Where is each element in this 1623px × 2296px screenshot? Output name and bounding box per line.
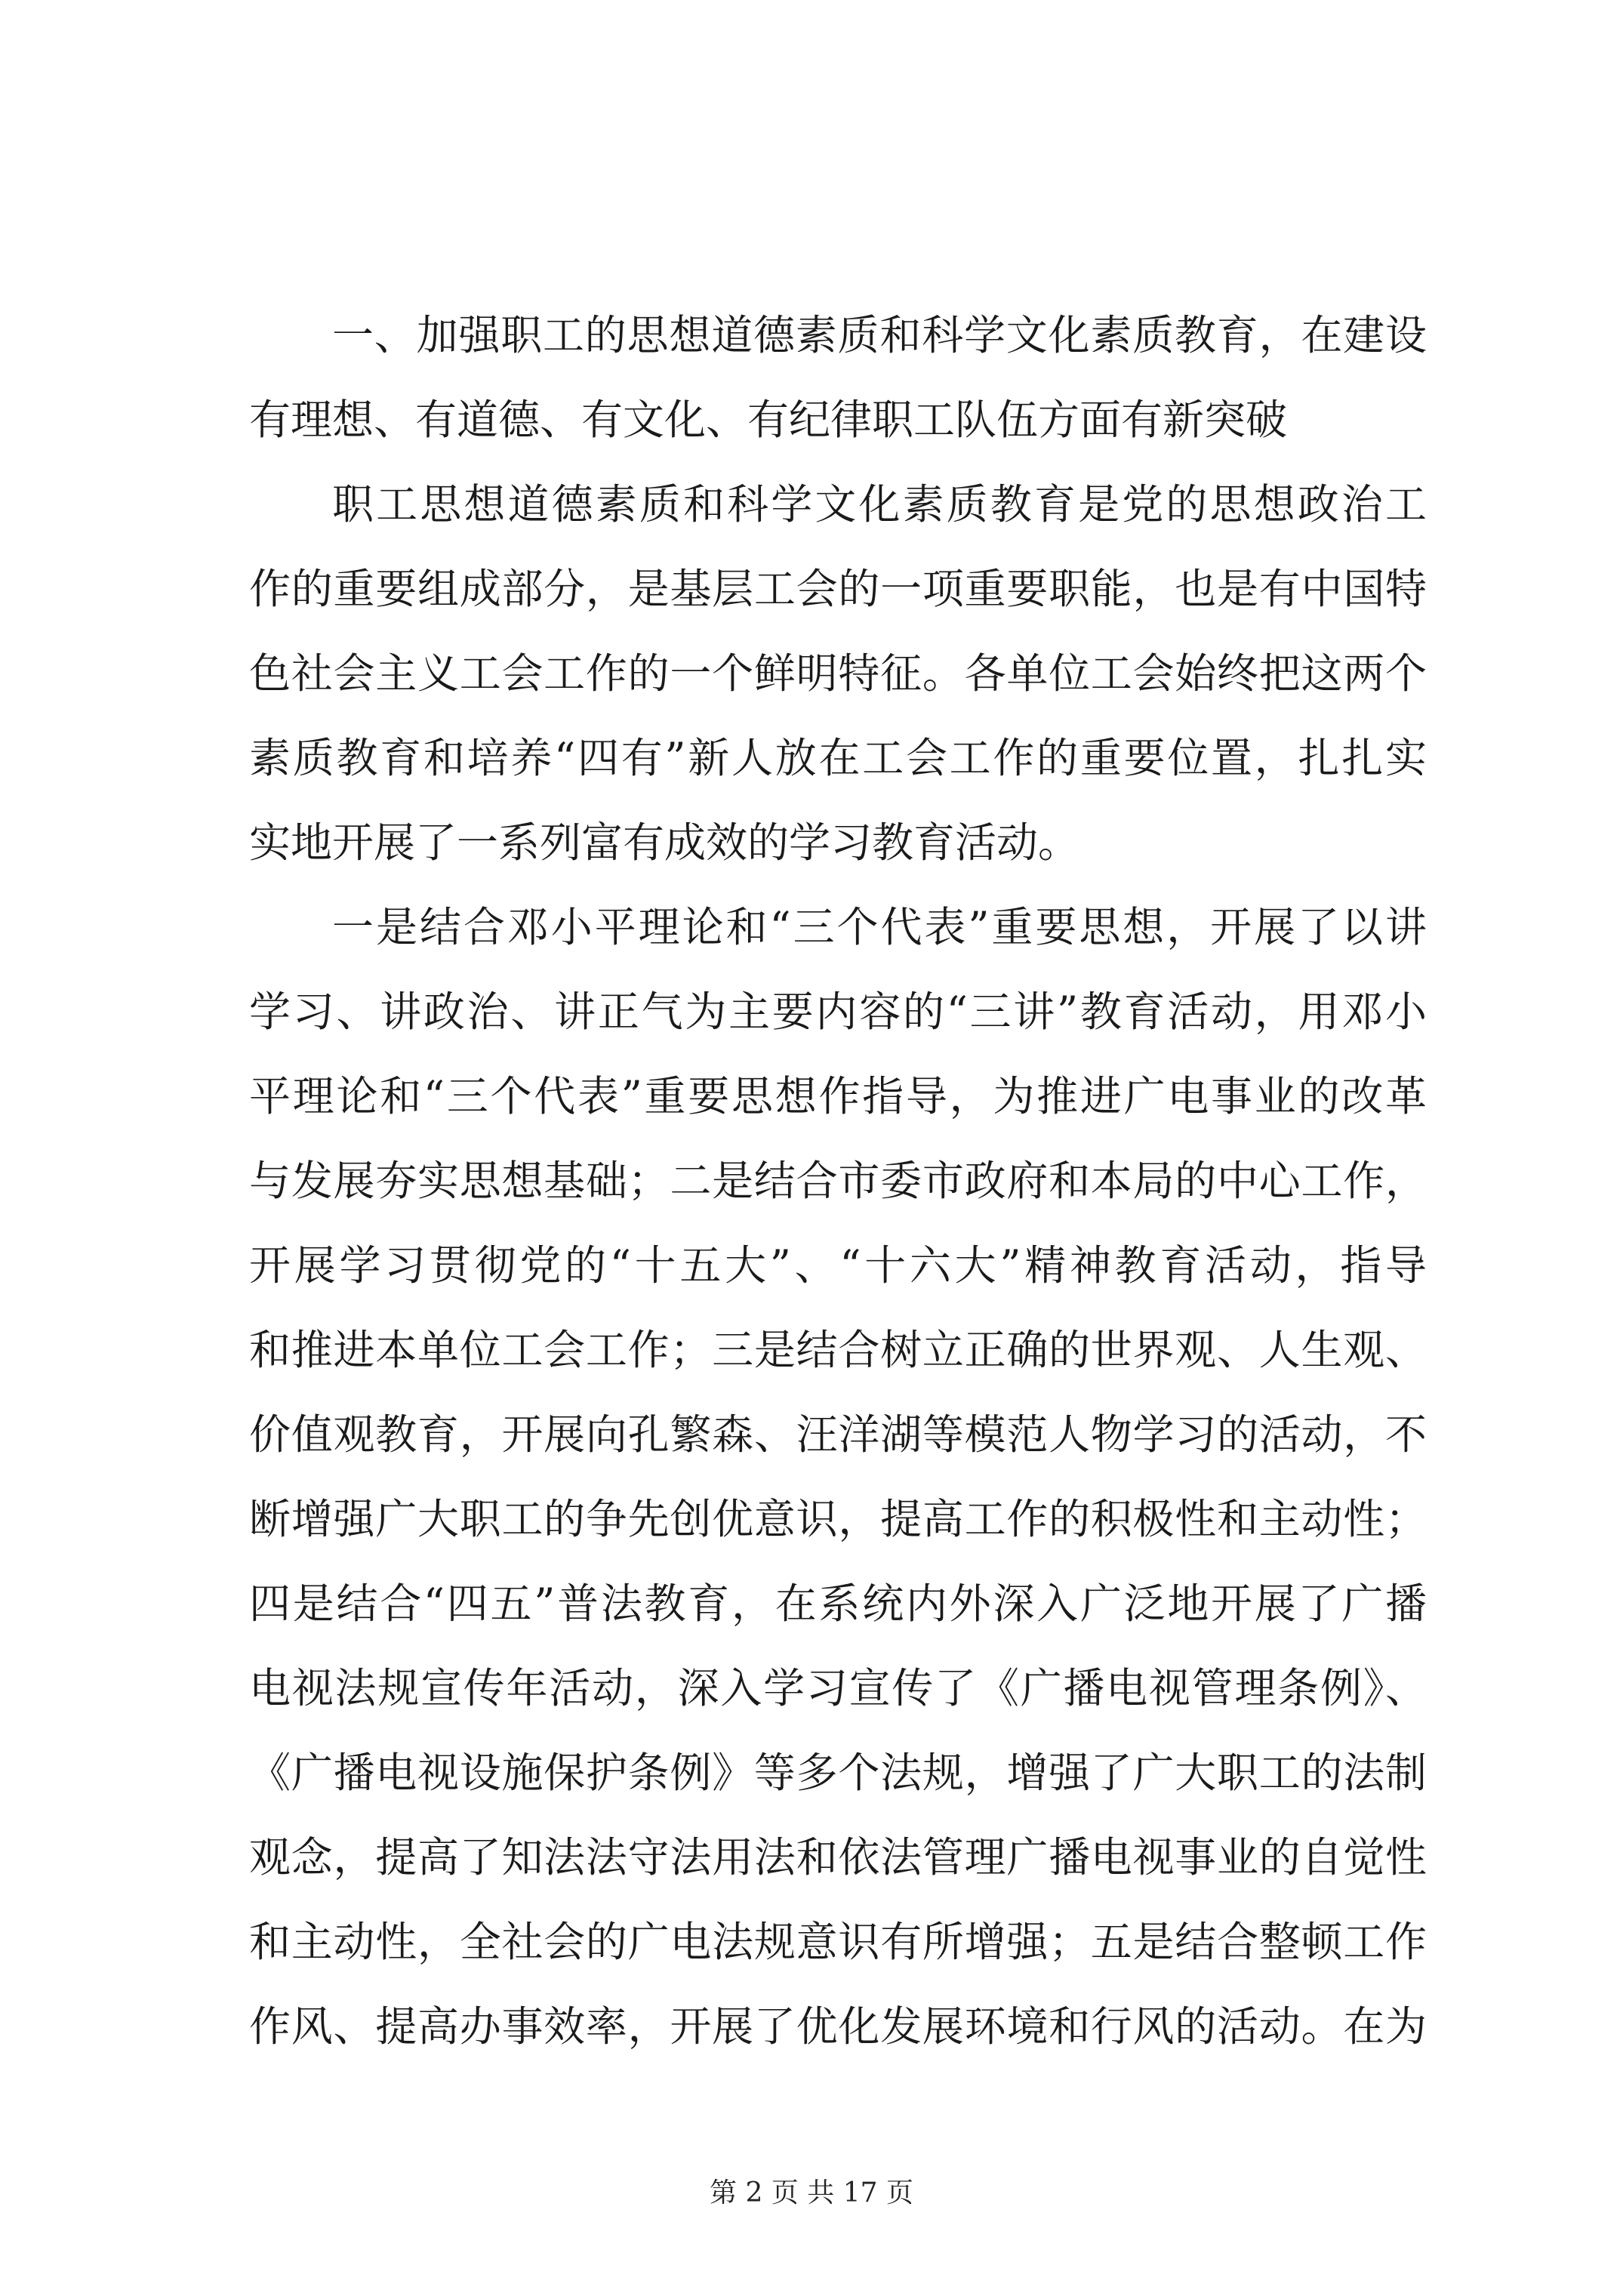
paragraph-line: 开展学习贯彻党的“十五大”、“十六大”精神教育活动，指导 [249, 1241, 1427, 1290]
paragraph-line: 和推进本单位工会工作；三是结合树立正确的世界观、人生观、 [249, 1326, 1427, 1374]
paragraph-line: 价值观教育，开展向孔繁森、汪洋湖等模范人物学习的活动，不 [249, 1410, 1427, 1459]
paragraph-line: 作风、提高办事效率，开展了优化发展环境和行风的活动。在为 [249, 2002, 1427, 2051]
page-number-footer: 第 2 页 共 17 页 [710, 2177, 913, 2208]
paragraph-line: 素质教育和培养“四有”新人放在工会工作的重要位置，扎扎实 [249, 734, 1427, 782]
heading-line: 有理想、有道德、有文化、有纪律职工队伍方面有新突破 [249, 396, 1288, 444]
paragraph-line: 作的重要组成部分，是基层工会的一项重要职能，也是有中国特 [249, 565, 1427, 613]
paragraph-line: 断增强广大职工的争先创优意识，提高工作的积极性和主动性； [249, 1495, 1427, 1543]
paragraph-line: 一是结合邓小平理论和“三个代表”重要思想，开展了以讲 [332, 903, 1427, 951]
document-body [249, 293, 1427, 2069]
paragraph-line: 电视法规宣传年活动，深入学习宣传了《广播电视管理条例》、 [249, 1664, 1427, 1712]
paragraph-line: 平理论和“三个代表”重要思想作指导，为推进广电事业的改革 [249, 1072, 1427, 1120]
paragraph-line: 职工思想道德素质和科学文化素质教育是党的思想政治工 [332, 480, 1427, 529]
paragraph-line: 四是结合“四五”普法教育，在系统内外深入广泛地开展了广播 [249, 1579, 1427, 1628]
paragraph-line: 与发展夯实思想基础；二是结合市委市政府和本局的中心工作， [249, 1157, 1427, 1205]
paragraph-line: 观念，提高了知法法守法用法和依法管理广播电视事业的自觉性 [249, 1833, 1427, 1881]
paragraph-line: 《广播电视设施保护条例》等多个法规，增强了广大职工的法制 [249, 1749, 1427, 1797]
paragraph-line: 色社会主义工会工作的一个鲜明特征。各单位工会始终把这两个 [249, 649, 1427, 698]
paragraph-line: 和主动性，全社会的广电法规意识有所增强；五是结合整顿工作 [249, 1918, 1427, 1966]
paragraph-line: 实地开展了一系列富有成效的学习教育活动。 [249, 818, 1080, 867]
heading-line: 一、加强职工的思想道德素质和科学文化素质教育，在建设 [332, 311, 1427, 359]
paragraph-line: 学习、讲政治、讲正气为主要内容的“三讲”教育活动，用邓小 [249, 988, 1427, 1036]
